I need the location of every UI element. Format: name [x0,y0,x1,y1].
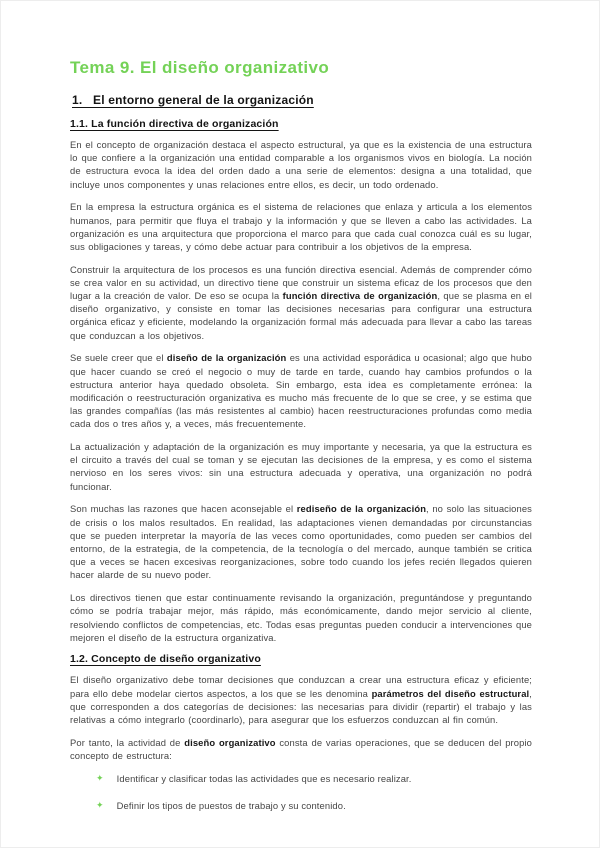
text-run: Tema 9. El diseño organizativo [70,58,330,77]
text-run: Los directivos tienen que estar continuamente revisando la organización, preguntándose y preguntando cómo se podría trabajar mejor, más rápido, más económicamente, dando mejor servicio al cliente, resolviendo conflictos de competencias, etc. Todas esas preguntas pueden conducir a intervenciones que mejoren el diseño de la estructura organizativa. [70,592,532,643]
bullet-text [117,799,346,812]
text-run: diseño organizativo [184,736,276,748]
text-run: 1.1. La función directiva de organización [70,118,279,130]
paragraph [70,736,532,762]
document-title [70,58,532,78]
text-run: parámetros del diseño estructural [371,687,530,699]
bullet-text [117,772,412,785]
text-run: 1.2. Concepto de diseño organizativo [70,653,261,666]
text-run: Construir la arquitectura de los procesos es una función directiva esencial. Además de comprender cómo se crea valor en su actividad, un directivo tiene que construir un sistema eficaz de los procesos que den lugar a la creación de valor. De eso se ocupa la [70,263,532,302]
paragraph [70,502,532,581]
paragraph [70,263,532,342]
paragraph [70,440,532,493]
subsection-heading [70,118,532,130]
text-run: En el concepto de organización destaca el aspecto estructural, ya que es la existencia de una estructura lo que confiere a la organización una entidad comparable a los organismos vivos en biología. La noción de estructura evoca la idea del orden dado a una serie de elementos: designa a una totalidad, que incluye unos componentes y unas relaciones entre ellos, es decir, un todo ordenado. [70,139,532,190]
text-run: , no solo las situaciones de crisis o los malos resultados. En realidad, las adaptaciones vienen demandadas por circunstancias que se pueden interpretar la mayoría de las veces como oportunidades, como pueden ser cambios del entorno, de la estrategia, de la competencia, de la tecnología o del mercado, aunque también se critica que a veces se hacen excesivas reorganizaciones, sobre todo cuando los jefes recién llegados quieren hacer alarde de su nuevo poder. [70,503,532,581]
text-run: Son muchas las razones que hacen aconsejable el [70,503,297,515]
text-run: 1. El entorno general de la organización [72,93,314,107]
text-run: En la empresa la estructura orgánica es el sistema de relaciones que enlaza y articula a los elementos humanos, para permitir que fluya el trabajo y la información y que se lleven a cabo las actividades. La organización es una arquitectura que proporciona el marco para que cada cual conozca cuál es su lugar, sus obligaciones y tareas, y cómo debe actuar para contribuir a los objetivos de la empresa. [70,201,532,252]
text-run: consta de varias operaciones, que se deducen del propio concepto de estructura: [70,736,532,761]
text-run: La actualización y adaptación de la organización es muy importante y necesaria, ya que la estructura es el circuito a través del cual se toman y se ejecutan las decisiones de la empresa, y es como el sistema nervioso en los seres vivos: sin una estructura adecuada y operativa, una organización no podrá funcionar. [70,441,532,492]
bullet-item [70,799,532,812]
text-run: diseño de la organización [166,352,287,364]
text-run: rediseño de la organización [296,503,427,515]
section-heading [72,93,532,107]
text-run: Identificar y clasificar todas las actividades que es necesario realizar. [116,772,412,784]
text-run: Se suele creer que el [70,352,167,364]
text-run: , que corresponden a dos categorías de decisiones: las necesarias para dividir (repartir) el trabajo y las relativas a cómo integrarlo (coordinarlo), para asegurar que los esfuerzos conduzcan al fin común. [70,687,532,726]
paragraph [70,591,532,644]
text-run: es una actividad esporádica u ocasional; algo que hubo que hacer cuando se creó el negocio o muy de tarde en tarde, cuando hay cambios profundos o la estructura anterior haya quedado obsoleta. Sin embargo, esta idea es completamente errónea: la modificación o reestructuración organizativa es mucho más frecuente de lo que se cree, y se estima que las grandes compañías (las más resistentes al cambio) hacen reestructuraciones profundas como media cada dos o tres años y, a veces, más frecuentemente. [70,352,532,430]
text-run: El diseño organizativo debe tomar decisiones que conduzcan a crear una estructura eficaz y eficiente; para ello debe modelar ciertos aspectos, a los que se les denomina [70,674,532,699]
paragraph [70,138,532,191]
paragraph [70,200,532,253]
text-run: función directiva de organización [282,290,438,302]
text-run: , que se plasma en el diseño organizativo, y consiste en tomar las decisiones necesarias para configurar una estructura orgánica eficaz y eficiente, modelando la organización formal más adecuada para llevar a cabo las tareas que conduzcan a los objetivos. [70,290,532,341]
paragraph [70,351,532,430]
paragraph [70,673,532,726]
text-run: Definir los tipos de puestos de trabajo y su contenido. [116,799,346,811]
bullet-item [70,772,532,785]
bullet-icon: ✦ [96,799,104,810]
subsection-heading [70,653,532,665]
bullet-icon: ✦ [96,772,104,783]
text-run: Por tanto, la actividad de [70,736,185,748]
